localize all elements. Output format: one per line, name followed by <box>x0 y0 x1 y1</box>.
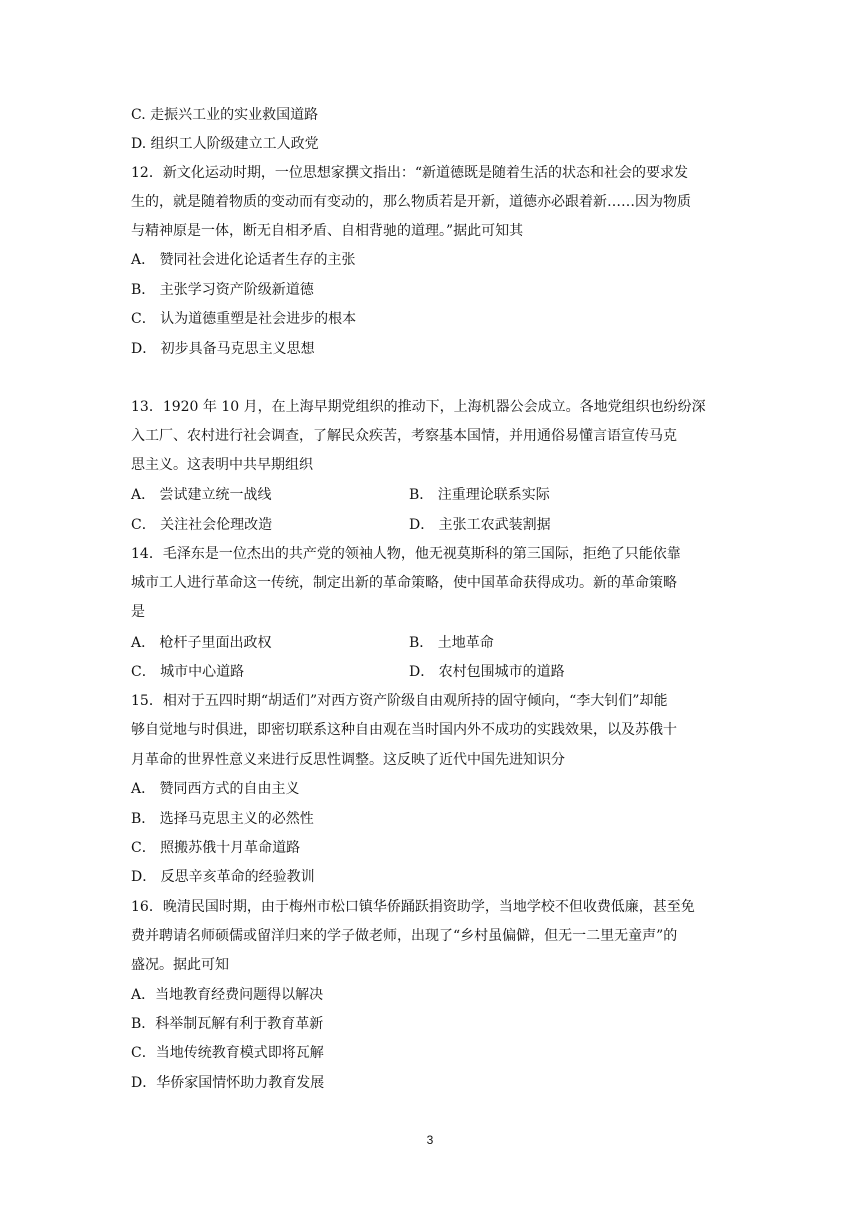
q13-option-d: D． 主张工农武装割据 <box>409 517 551 533</box>
q14-option-d: D． 农村包围城市的道路 <box>409 664 565 680</box>
q12-stem-line-3: 与精神原是一体，断无自相矛盾、自相背驰的道理。”据此可知其 <box>131 223 524 239</box>
q13-option-a: A． 尝试建立统一战线 <box>131 487 272 503</box>
q12-stem-line-2: 生的，就是随着物质的变动而有变动的，那么物质若是开新，道德亦必跟着新……因为物质 <box>131 194 691 210</box>
q13-option-c: C． 关注社会伦理改造 <box>131 517 273 533</box>
q15-stem-line-3: 月革命的世界性意义来进行反思性调整。这反映了近代中国先进知识分 <box>131 752 565 768</box>
q15-stem-line-1: 15．相对于五四时期“胡适们”对西方资产阶级自由观所持的固守倾向，“李大钊们”却能 <box>131 693 668 709</box>
q13-stem-line-1: 13．1920 年 10 月，在上海早期党组织的推动下，上海机器公会成立。各地党组织也纷纷深 <box>131 399 706 415</box>
q16-option-c: C．当地传统教育模式即将瓦解 <box>131 1045 324 1061</box>
option-d-q11: D. 组织工人阶级建立工人政党 <box>131 136 319 152</box>
q14-option-a: A． 枪杆子里面出政权 <box>131 635 272 651</box>
q16-option-d: D．华侨家国情怀助力教育发展 <box>131 1075 325 1091</box>
q16-stem-line-3: 盛况。据此可知 <box>131 957 229 973</box>
q16-option-b: B．科举制瓦解有利于教育革新 <box>131 1016 324 1032</box>
q13-stem-line-3: 思主义。这表明中共早期组织 <box>131 457 313 473</box>
q16-stem-line-2: 费并聘请名师硕儒或留洋归来的学子做老师，出现了“乡村虽偏僻，但无一二里无童声”的 <box>131 928 678 944</box>
q15-option-b: B． 选择马克思主义的必然性 <box>131 811 314 827</box>
q12-option-c: C． 认为道德重塑是社会进步的根本 <box>131 311 357 327</box>
q12-stem-line-1: 12．新文化运动时期，一位思想家撰文指出：“新道德既是随着生活的状态和社会的要求发 <box>131 165 688 181</box>
q12-option-d: D． 初步具备马克思主义思想 <box>131 341 315 357</box>
option-c-q11: C. 走振兴工业的实业救国道路 <box>131 107 319 123</box>
q16-stem-line-1: 16．晚清民国时期，由于梅州市松口镇华侨踊跃捐资助学，当地学校不但收费低廉，甚至免 <box>131 899 695 915</box>
q16-option-a: A．当地教育经费问题得以解决 <box>131 987 324 1003</box>
page-number: 3 <box>426 1133 434 1147</box>
q13-option-b: B． 注重理论联系实际 <box>409 487 550 503</box>
q12-option-b: B． 主张学习资产阶级新道德 <box>131 282 314 298</box>
q14-option-c: C． 城市中心道路 <box>131 664 245 680</box>
q15-stem-line-2: 够自觉地与时俱进，即密切联系这种自由观在当时国内外不成功的实践效果，以及苏俄十 <box>131 722 677 738</box>
q15-option-a: A． 赞同西方式的自由主义 <box>131 781 300 797</box>
q13-stem-line-2: 入工厂、农村进行社会调查，了解民众疾苦，考察基本国情，并用通俗易懂言语宣传马克 <box>131 428 677 444</box>
q15-option-c: C． 照搬苏俄十月革命道路 <box>131 840 301 856</box>
q14-stem-line-3: 是 <box>131 604 145 620</box>
q14-stem-line-2: 城市工人进行革命这一传统，制定出新的革命策略，使中国革命获得成功。新的革命策略 <box>131 575 677 591</box>
q14-stem-line-1: 14．毛泽东是一位杰出的共产党的领袖人物，他无视莫斯科的第三国际，拒绝了只能依靠 <box>131 546 681 562</box>
q15-option-d: D． 反思辛亥革命的经验教训 <box>131 869 315 885</box>
q12-option-a: A． 赞同社会进化论适者生存的主张 <box>131 252 356 268</box>
q14-option-b: B． 土地革命 <box>409 635 494 651</box>
